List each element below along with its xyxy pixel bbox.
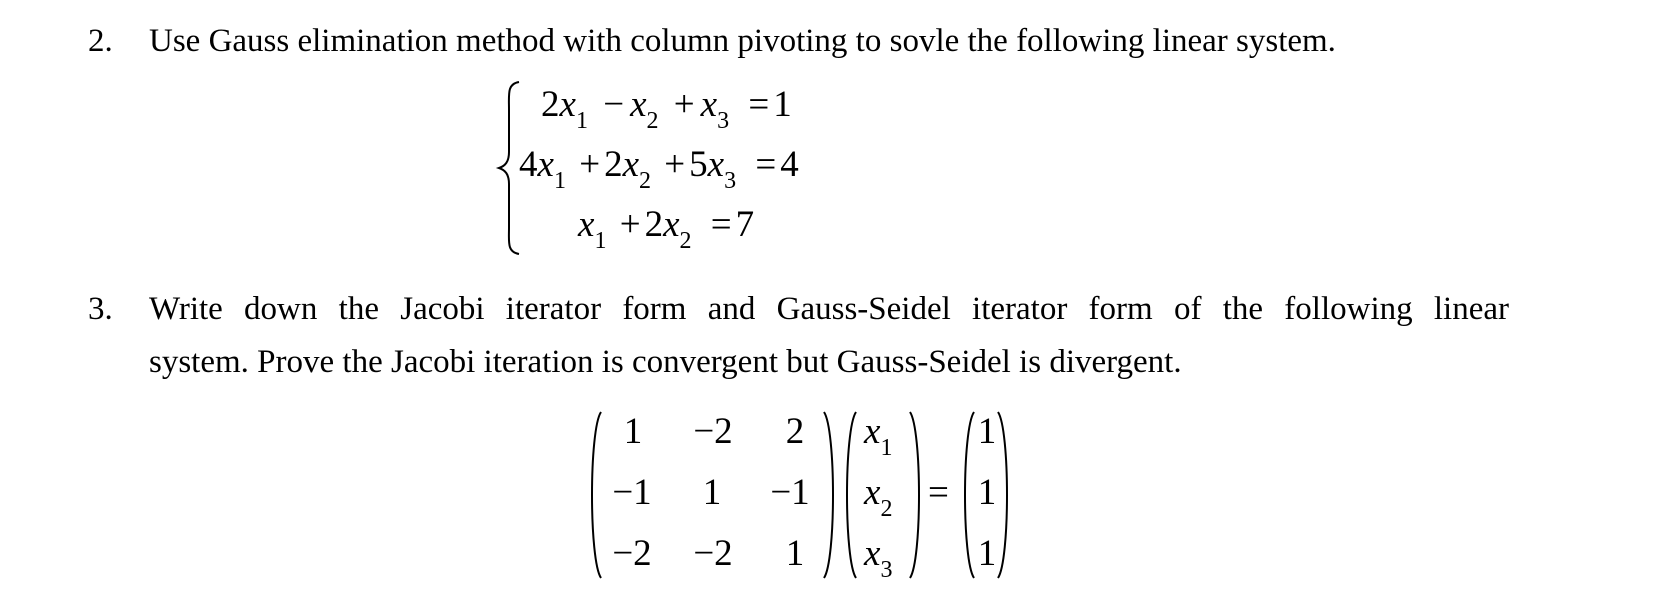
eq3-term2-var: x xyxy=(663,204,680,245)
vector-x-cell xyxy=(864,474,892,521)
matrix-cell: 1 xyxy=(785,533,805,574)
vector-rhs-cell: 1 xyxy=(977,411,997,452)
problem-3-number: 3. xyxy=(88,291,113,327)
matrix-right-paren xyxy=(820,410,840,580)
vector-x-sub: 1 xyxy=(880,435,893,461)
equation-row-2 xyxy=(519,146,799,193)
eq3-rhs: 7 xyxy=(735,204,755,245)
eq3-op1: + xyxy=(619,204,641,245)
equation-row-1 xyxy=(541,86,792,133)
eq2-op2: + xyxy=(664,144,686,185)
matrix-cell: 2 xyxy=(785,411,805,452)
eq1-term2-sub: 2 xyxy=(646,108,659,134)
eq1-term1-coef: 2 xyxy=(541,84,560,125)
eq2-term3-sub: 3 xyxy=(724,168,737,194)
vector-x-sub: 2 xyxy=(880,496,893,522)
vector-x-left-paren xyxy=(840,410,860,580)
vector-rhs-left-paren xyxy=(958,410,978,580)
matrix-cell: −1 xyxy=(770,472,810,513)
matrix-cell: −2 xyxy=(693,533,733,574)
equation-row-3 xyxy=(578,206,754,253)
problem-2-number: 2. xyxy=(88,23,113,59)
vector-rhs-cell: 1 xyxy=(977,472,997,513)
eq1-op1: − xyxy=(603,84,625,125)
vector-x-cell xyxy=(864,535,892,582)
matrix-cell: −2 xyxy=(612,533,652,574)
eq2-term2-sub: 2 xyxy=(639,168,651,194)
vector-x-right-paren xyxy=(906,410,926,580)
eq1-rhs: 1 xyxy=(773,84,792,125)
vector-x-cell xyxy=(864,413,892,460)
vector-x-var: x xyxy=(864,472,881,513)
vector-rhs-cell: 1 xyxy=(977,533,997,574)
eq2-term3-coef: 5 xyxy=(689,144,708,185)
problem-3-line-2: system. Prove the Jacobi iteration is convergent but Gauss-Seidel is divergent. xyxy=(149,344,1182,380)
eq2-op1: + xyxy=(579,144,601,185)
eq1-equals: = xyxy=(748,84,770,125)
matrix-cell: −2 xyxy=(693,411,733,452)
eq1-term2-var: x xyxy=(630,84,647,125)
eq3-term1-sub: 1 xyxy=(594,228,607,254)
matrix-equals-sign: = xyxy=(928,472,949,513)
eq2-term1-var: x xyxy=(537,144,554,185)
eq3-term2-coef: 2 xyxy=(644,204,664,245)
vector-x-var: x xyxy=(864,411,881,452)
eq1-term1-sub: 1 xyxy=(575,108,588,134)
vector-x-var: x xyxy=(864,533,881,574)
matrix-cell: 1 xyxy=(702,472,722,513)
vector-x-sub: 3 xyxy=(880,557,893,583)
eq2-term2-coef: 2 xyxy=(604,144,623,185)
eq1-term1-var: x xyxy=(559,84,576,125)
eq3-equals: = xyxy=(710,204,732,245)
problem-2-text: Use Gauss elimination method with column pivoting to sovle the following linear system. xyxy=(149,23,1336,59)
eq2-rhs: 4 xyxy=(780,144,799,185)
matrix-left-paren xyxy=(585,410,605,580)
matrix-cell: 1 xyxy=(623,411,643,452)
eq2-term3-var: x xyxy=(707,144,725,185)
eq2-equals: = xyxy=(755,144,777,185)
eq1-term3-var: x xyxy=(700,84,718,125)
eq3-term1-var: x xyxy=(578,204,595,245)
eq2-term2-var: x xyxy=(622,144,639,185)
problem-3-line-1: Write down the Jacobi iterator form and Gauss-Seidel iterator form of the following linear xyxy=(149,291,1509,327)
matrix-cell: −1 xyxy=(612,472,652,513)
eq2-term1-coef: 4 xyxy=(519,144,538,185)
eq2-term1-sub: 1 xyxy=(553,168,566,194)
eq1-term3-sub: 3 xyxy=(717,108,730,134)
eq3-term2-sub: 2 xyxy=(679,228,692,254)
eq1-op2: + xyxy=(673,84,695,125)
